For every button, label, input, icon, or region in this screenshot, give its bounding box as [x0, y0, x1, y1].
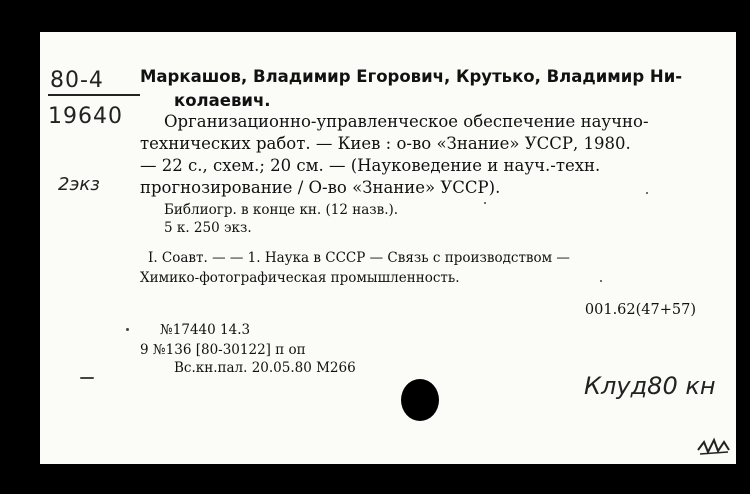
speck: [646, 192, 648, 194]
speck: [80, 377, 94, 379]
order-number: 9 №136 [80-30122] п оп: [140, 342, 306, 358]
catalog-card: [40, 32, 736, 464]
handwritten-signature: Клуд80 кн: [584, 372, 716, 400]
speck: [484, 202, 486, 204]
title-line: технических работ. — Киев : о-во «Знание» УССР, 1980.: [140, 134, 631, 153]
stamp-mark: [696, 436, 732, 456]
chamber-record: Вс.кн.пал. 20.05.80 М266: [174, 360, 356, 376]
bibliography-note: Библиогр. в конце кн. (12 назв.).: [164, 202, 399, 218]
call-number-underline: [48, 94, 140, 96]
author-line: Маркашов, Владимир Егорович, Крутько, Владимир Ни-: [140, 67, 683, 86]
punch-hole: [401, 379, 439, 421]
subject-tracing: Химико-фотографическая промышленность.: [140, 270, 460, 286]
udc-code: 001.62(47+57): [584, 302, 696, 318]
speck: [600, 280, 602, 282]
subject-tracing: I. Соавт. — — 1. Наука в СССР — Связь с производством —: [148, 250, 570, 266]
title-line: прогнозирование / О-во «Знание» УССР).: [140, 178, 501, 197]
handwritten-code: 2экз: [58, 174, 100, 195]
speck: [126, 328, 129, 331]
price-note: 5 к. 250 экз.: [164, 220, 252, 236]
title-line: — 22 с., схем.; 20 см. — (Науковедение и науч.-техн.: [140, 156, 601, 175]
inventory-number: 19640: [48, 104, 123, 129]
card-number: №17440 14.3: [160, 322, 251, 338]
author-line-continued: колаевич.: [174, 91, 271, 110]
call-number: 80-4: [50, 68, 104, 93]
title-line: Организационно-управленческое обеспечение научно-: [164, 112, 649, 131]
